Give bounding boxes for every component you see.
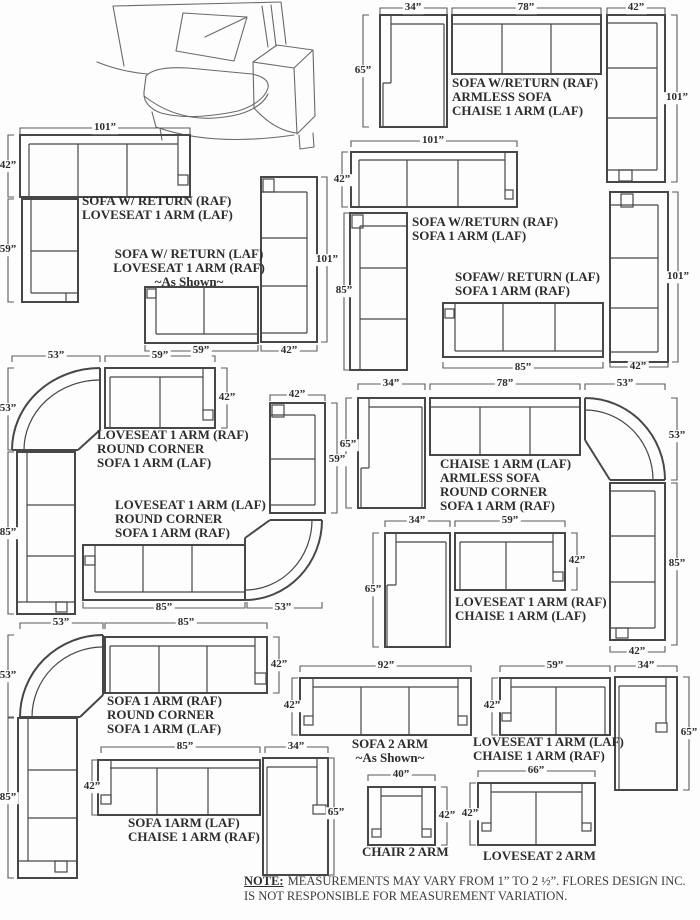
config-label-chair-2arm bbox=[362, 845, 449, 859]
config-label-sofa-return-raf-armless-chaise-laf bbox=[452, 76, 598, 118]
config-label-line: ARMLESS SOFA bbox=[452, 89, 552, 104]
config-label-sofa-laf-chaise-raf bbox=[128, 816, 260, 844]
config-label-line: ARMLESS SOFA bbox=[440, 470, 540, 485]
measurement-note bbox=[244, 874, 700, 904]
config-label-line: CHAISE 1 ARM (LAF) bbox=[455, 608, 587, 623]
config-sofa-return-sofa-a-lineart bbox=[342, 141, 517, 370]
config-label-line: LOVESEAT 1 ARM (RAF) bbox=[97, 427, 249, 442]
config-label-line: LOVESEAT 1 ARM (LAF) bbox=[115, 497, 266, 512]
note-line1: MEASUREMENTS MAY VARY FROM 1” TO 2 ½”. FLORES DESIGN INC. bbox=[287, 874, 686, 888]
config-label-line: SOFA 1ARM (LAF) bbox=[128, 815, 240, 830]
dimension-label: 42” bbox=[0, 160, 18, 172]
dimension-label: 101” bbox=[422, 134, 444, 147]
dimension-label: 42” bbox=[461, 807, 479, 820]
dimension-label: 66” bbox=[527, 764, 545, 777]
config-label-sofa-return-laf-loveseat-raf-as-shown bbox=[113, 247, 265, 289]
dimension-label: 101” bbox=[316, 253, 338, 266]
config-label-sofa-2arm-as-shown bbox=[352, 737, 428, 765]
config-label-line: SOFA W/RETURN (RAF) bbox=[452, 75, 599, 90]
config-label-line: CHAISE 1 ARM (LAF) bbox=[452, 103, 584, 118]
config-loveseat-2arm-lineart bbox=[470, 771, 595, 845]
dimension-label: 53” bbox=[0, 403, 18, 415]
config-label-line: LOVESEAT 2 ARM bbox=[483, 848, 596, 863]
dimension-label: 85” bbox=[0, 792, 18, 804]
config-label-line: ~As Shown~ bbox=[154, 274, 224, 289]
dimension-label: 59” bbox=[328, 453, 346, 466]
dimension-label: 34” bbox=[287, 740, 305, 753]
config-label-line: SOFA 1 ARM (RAF) bbox=[440, 498, 555, 513]
config-label-sofa-return-raf-loveseat-laf bbox=[82, 194, 233, 222]
dimension-label: 59” bbox=[192, 344, 210, 357]
dimension-label: 85” bbox=[668, 557, 686, 570]
dimension-label: 34” bbox=[382, 377, 400, 390]
dimension-label: 42” bbox=[629, 360, 647, 373]
config-label-sofa-return-laf-sofa-1arm-raf bbox=[455, 270, 600, 298]
note-label: NOTE: bbox=[244, 874, 284, 888]
dimension-label: 101” bbox=[667, 270, 689, 283]
dimension-label: 34” bbox=[404, 1, 422, 14]
config-label-chaise-laf-armless-round-corner-sofa-raf bbox=[440, 457, 571, 513]
config-label-line: SOFA W/RETURN (RAF) bbox=[412, 214, 559, 229]
dimension-label: 53” bbox=[668, 429, 686, 442]
config-label-line: ROUND CORNER bbox=[115, 511, 223, 526]
config-label-line: SOFA W/ RETURN (RAF) bbox=[82, 193, 232, 208]
dimension-label: 65” bbox=[327, 806, 345, 819]
dimension-label: 65” bbox=[364, 583, 382, 596]
config-label-sofa-return-raf-sofa-1arm-laf bbox=[412, 215, 558, 243]
config-loveseat-chaise-a-lineart bbox=[373, 521, 577, 647]
config-label-loveseat-raf-chaise-laf bbox=[455, 595, 607, 623]
dimension-label: 42” bbox=[628, 645, 646, 658]
config-label-line: ~As Shown~ bbox=[355, 750, 425, 765]
dimension-label: 85” bbox=[335, 284, 353, 297]
config-label-line: SOFA 1 ARM (RAF) bbox=[455, 283, 570, 298]
config-label-line: LOVESEAT 1 ARM (LAF) bbox=[473, 734, 624, 749]
dimension-label: 42” bbox=[218, 391, 236, 404]
config-label-line: LOVESEAT 1 ARM (LAF) bbox=[82, 207, 233, 222]
dimension-label: 53” bbox=[52, 616, 70, 629]
dimension-label: 42” bbox=[288, 388, 306, 401]
dimension-label: 59” bbox=[0, 244, 18, 256]
config-label-line: LOVESEAT 1 ARM (RAF) bbox=[113, 260, 265, 275]
config-label-line: SOFA 2 ARM bbox=[351, 736, 429, 751]
dimension-label: 78” bbox=[517, 1, 535, 14]
dimension-label: 85” bbox=[176, 740, 194, 753]
sofa-perspective-sketch bbox=[97, 2, 315, 149]
dimension-label: 85” bbox=[0, 527, 18, 539]
dimension-label: 65” bbox=[354, 64, 372, 77]
config-loveseat-corner-sofa-a-lineart bbox=[8, 356, 227, 614]
dimension-label: 53” bbox=[47, 349, 65, 362]
config-label-line: CHAISE 1 ARM (RAF) bbox=[128, 829, 260, 844]
config-label-line: ROUND CORNER bbox=[107, 707, 215, 722]
dimension-label: 85” bbox=[155, 601, 173, 614]
config-label-line: SOFAW/ RETURN (LAF) bbox=[455, 269, 600, 284]
config-label-sofa-raf-round-corner-sofa-laf bbox=[107, 694, 222, 736]
dimension-label: 42” bbox=[270, 658, 288, 671]
config-sofa-chaise-lineart bbox=[92, 747, 334, 875]
config-label-loveseat-laf-chaise-raf bbox=[473, 735, 624, 763]
dimension-label: 65” bbox=[680, 726, 698, 739]
dimension-label: 59” bbox=[546, 659, 564, 672]
config-label-line: SOFA 1 ARM (RAF) bbox=[115, 525, 230, 540]
config-label-line: SOFA 1 ARM (LAF) bbox=[97, 455, 212, 470]
config-label-loveseat-laf-round-corner-sofa-raf bbox=[115, 498, 266, 540]
dimension-label: 42” bbox=[280, 344, 298, 357]
dimension-label: 42” bbox=[283, 699, 301, 712]
config-label-loveseat-raf-round-corner-sofa-laf bbox=[97, 428, 249, 470]
note-line2: IS NOT RESPONSIBLE FOR MEASUREMENT VARIATION. bbox=[244, 889, 568, 903]
config-label-loveseat-2arm bbox=[483, 849, 596, 863]
dimension-label: 92” bbox=[377, 659, 395, 672]
dimension-label: 42” bbox=[333, 173, 351, 186]
config-label-line: SOFA 1 ARM (LAF) bbox=[107, 721, 222, 736]
dimension-label: 53” bbox=[0, 670, 18, 682]
dimension-label: 59” bbox=[151, 349, 169, 362]
dimension-label: 65” bbox=[339, 438, 357, 451]
dimension-label: 53” bbox=[616, 377, 634, 390]
dimension-label: 78” bbox=[496, 377, 514, 390]
dimension-label: 42” bbox=[438, 809, 456, 822]
dimension-label: 40” bbox=[392, 768, 410, 781]
config-sofa-2arm-lineart bbox=[292, 666, 471, 735]
dimension-label: 85” bbox=[514, 361, 532, 374]
dimension-label: 42” bbox=[483, 699, 501, 712]
config-label-line: SOFA W/ RETURN (LAF) bbox=[114, 246, 264, 261]
dimension-label: 34” bbox=[408, 514, 426, 527]
config-chair-2arm-lineart bbox=[368, 775, 447, 845]
dimension-label: 85” bbox=[177, 616, 195, 629]
dimension-label: 59” bbox=[501, 514, 519, 527]
config-label-line: CHAISE 1 ARM (RAF) bbox=[473, 748, 605, 763]
dimension-label: 53” bbox=[274, 601, 292, 614]
config-label-line: CHAIR 2 ARM bbox=[362, 844, 449, 859]
dimension-label: 42” bbox=[568, 554, 586, 567]
dimension-label: 101” bbox=[666, 91, 688, 104]
config-label-line: SOFA 1 ARM (RAF) bbox=[107, 693, 222, 708]
dimension-label: 42” bbox=[83, 780, 101, 793]
config-label-line: LOVESEAT 1 ARM (RAF) bbox=[455, 594, 607, 609]
config-label-line: SOFA 1 ARM (LAF) bbox=[412, 228, 527, 243]
config-label-line: ROUND CORNER bbox=[440, 484, 548, 499]
dimension-label: 34” bbox=[637, 659, 655, 672]
dimension-label: 101” bbox=[94, 121, 116, 134]
config-label-line: ROUND CORNER bbox=[97, 441, 205, 456]
dimension-label: 42” bbox=[627, 1, 645, 14]
config-label-line: CHAISE 1 ARM (LAF) bbox=[440, 456, 572, 471]
